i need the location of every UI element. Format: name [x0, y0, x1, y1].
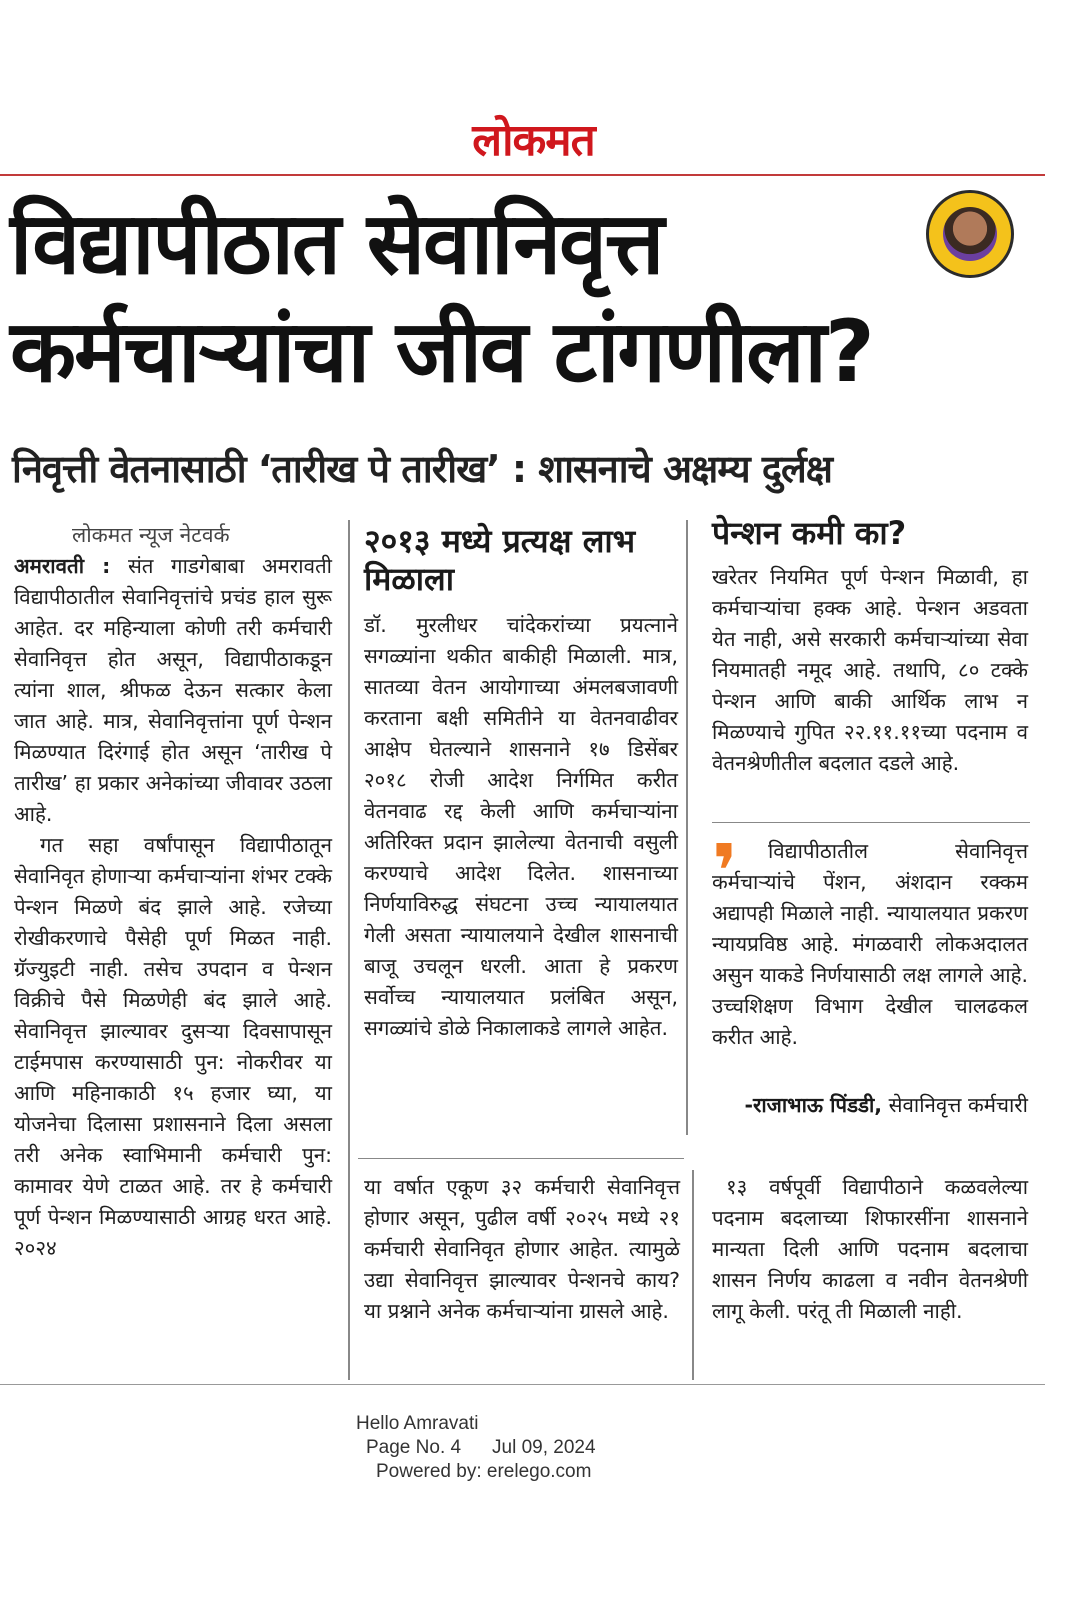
col2-section-rule [358, 1158, 684, 1159]
column-divider-2 [686, 520, 688, 1135]
headline-line-2: कर्मचाऱ्यांचा जीव टांगणीला? [10, 302, 873, 402]
col3-quote-rule [712, 822, 1030, 823]
column-divider-3 [692, 1170, 694, 1380]
col2-paragraph-1: डॉ. मुरलीधर चांदेकरांच्या प्रयत्नाने सगळ्यांना थकीत बाकीही मिळाली. मात्र, सातव्या वेतन आयोगाच्या अंमलबजावणी करताना बक्षी समितीने या वेतनवाढीवर आक्षेप घेतल्याने शासनाने १७ डिसेंबर २०१८ रोजी आदेश निर्गमित करीत वेतनवाढ रद्द केली आणि कर्मचाऱ्यांना अतिरिक्त प्रदान झालेल्या वेतनाची वसुली करण्याचे आदेश दिलेत. शासनाच्या निर्णयाविरुद्ध संघटना उच्च न्यायालयात गेली असता न्यायालयाने देखील शासनाची बाजू उचलून धरली. आता हे प्रकरण सर्वोच्च न्यायालयात प्रलंबित असून, सगळ्यांचे डोळे निकालाकडे लागले आहेत. [364, 613, 678, 1040]
footer-edition: Hello Amravati [356, 1413, 479, 1434]
footer-page: Page No. 4 [366, 1437, 462, 1458]
col2-paragraph-2: या वर्षात एकूण ३२ कर्मचारी सेवानिवृत्त होणार असून, पुढील वर्षी २०२५ मध्ये २१ कर्मचारी सेवानिवृत होणार आहेत. त्यामुळे उद्या सेवानिवृत्त झाल्यावर पेन्शनचे काय? या प्रश्नाने अनेक कर्मचाऱ्यांना ग्रासले आहे. [364, 1175, 680, 1323]
col3-paragraph-2: १३ वर्षपूर्वी विद्यापीठाने कळवलेल्या पदनाम बदलाच्या शिफारसींना शासनाने मान्यता दिली आणि पदनाम बदलाचा शासन निर्णय काढला व नवीन वेतनश्रेणी लागू केली. परंतू ती मिळाली नाही. [712, 1175, 1028, 1323]
column-divider-1 [348, 520, 350, 1380]
footer-powered: Powered by: erelego.com [376, 1461, 592, 1482]
attribution-name: -राजाभाऊ पिंडडी, [744, 1093, 883, 1117]
quote-attribution [712, 1090, 1028, 1120]
column-1 [14, 520, 332, 1264]
dateline: अमरावती : [14, 554, 111, 578]
col3-heading: पेन्शन कमी का? [712, 514, 907, 552]
masthead-logo: लोकमत [472, 115, 595, 166]
footer-date: Jul 09, 2024 [492, 1437, 596, 1458]
col1-paragraph-1 [14, 551, 332, 830]
col3-paragraph-1: खरेतर नियमित पूर्ण पेन्शन मिळावी, हा कर्मचाऱ्यांचा हक्क आहे. पेन्शन अडवता येत नाही, असे सरकारी कर्मचाऱ्यांच्या सेवा नियमातही नमूद आहे. तथापि, ८० टक्के पेन्शन आणि बाकी आर्थिक लाभ न मिळण्याचे गुपित २२.११.११च्या पदनाम व वेतनश्रेणीतील बदलात दडले आहे. [712, 565, 1028, 775]
col2-heading: २०१३ मध्ये प्रत्यक्ष लाभ मिळाला [364, 522, 636, 598]
masthead-rule [0, 174, 1045, 176]
subheadline: निवृत्ती वेतनासाठी ‘तारीख पे तारीख’ : शासनाचे अक्षम्य दुर्लक्ष [12, 447, 833, 491]
col3-quote: विद्यापीठातील सेवानिवृत्त कर्मचाऱ्यांचे पेंशन, अंशदान रक्कम अद्यापही मिळाले नाही. न्यायालयात प्रकरण न्यायप्रविष्ठ आहे. मंगळवारी लोकअदालत असुन याकडे निर्णयासाठी लक्ष लागले आहे. उच्चशिक्षण विभाग देखील चालढकल करीत आहे. [712, 839, 1028, 1049]
attribution-role: सेवानिवृत्त कर्मचारी [888, 1093, 1028, 1117]
headline-line-1: विद्यापीठात सेवानिवृत्त [10, 194, 663, 294]
col1-paragraph-2: गत सहा वर्षांपासून विद्यापीठातून सेवानिवृत होणाऱ्या कर्मचाऱ्यांना शंभर टक्के पेन्शन मिळणे बंद झाले आहे. रजेच्या रोखीकरणाचे पैसेही पूर्ण मिळत नाही. ग्रॅज्युइटी नाही. तसेच उपदान व पेन्शन विक्रीचे पैसे मिळणेही बंद झाले आहे. सेवानिवृत्त झाल्यावर दुसऱ्या दिवसापासून टाईमपास करण्यासाठी पुन: नोकरीवर या आणि महिनाकाठी १५ हजार घ्या, या योजनेचा दिलासा प्रशासनाने दिला असला तरी अनेक स्वाभिमानी कर्मचारी पुन: कामावर येणे टाळत आहे. तर हे कर्मचारी पूर्ण पेन्शन मिळण्यासाठी आग्रह धरत आहे. २०२४ [14, 833, 332, 1260]
col1-paragraph-1-text: संत गाडगेबाबा अमरावती विद्यापीठातील सेवानिवृत्तांचे प्रचंड हाल सुरू आहेत. दर महिन्याला कोणी तरी कर्मचारी सेवानिवृत्त होत असून, विद्यापीठाकडून त्यांना शाल, श्रीफळ देऊन सत्कार केला जात आहे. मात्र, सेवानिवृत्तांना पूर्ण पेन्शन मिळण्यात दिरंगाई होत असून ‘तारीख पे तारीख’ हा प्रकार अनेकांच्या जीवावर उठला आहे. [14, 554, 332, 826]
byline: लोकमत न्यूज नेटवर्क [72, 523, 230, 547]
quote-icon: ❜ [712, 829, 738, 915]
bottom-rule [0, 1384, 1045, 1385]
